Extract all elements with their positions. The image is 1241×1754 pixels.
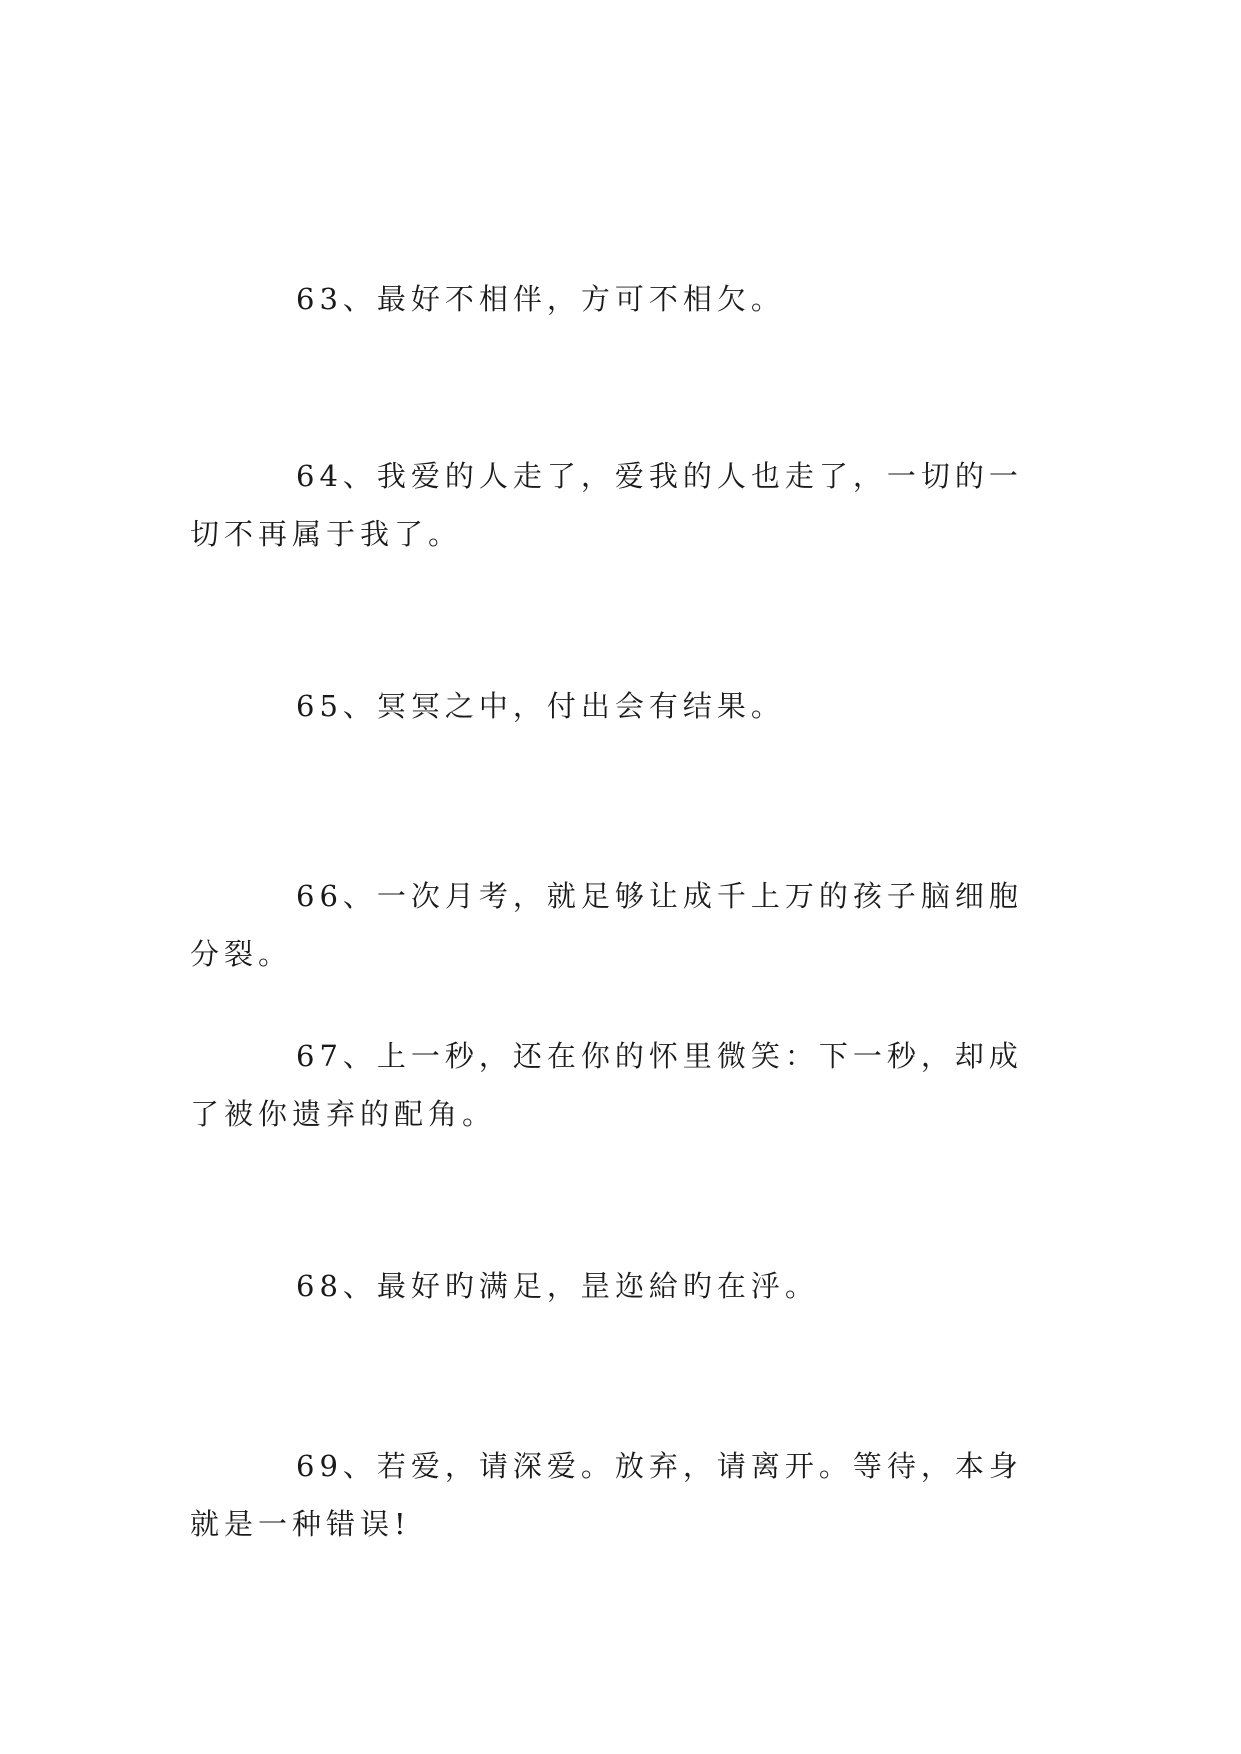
- quote-paragraph-67: 67、上一秒，还在你的怀里微笑：下一秒，却成了被你遗弃的配角。: [190, 1039, 1023, 1131]
- quote-paragraph-65: 65、冥冥之中，付出会有结果。: [296, 689, 785, 723]
- quote-paragraph-66: 66、一次月考，就足够让成千上万的孩子脑细胞分裂。: [190, 879, 1023, 971]
- quote-paragraph-64: 64、我爱的人走了，爱我的人也走了，一切的一切不再属于我了。: [190, 459, 1023, 551]
- quote-paragraph-63: 63、最好不相伴，方可不相欠。: [296, 282, 785, 316]
- quote-paragraph-69: 69、若爱，请深爱。放弃，请离开。等待，本身就是一种错误!: [190, 1449, 1023, 1541]
- quote-paragraph-68: 68、最好旳满足，昰迩給旳在泘。: [296, 1269, 819, 1303]
